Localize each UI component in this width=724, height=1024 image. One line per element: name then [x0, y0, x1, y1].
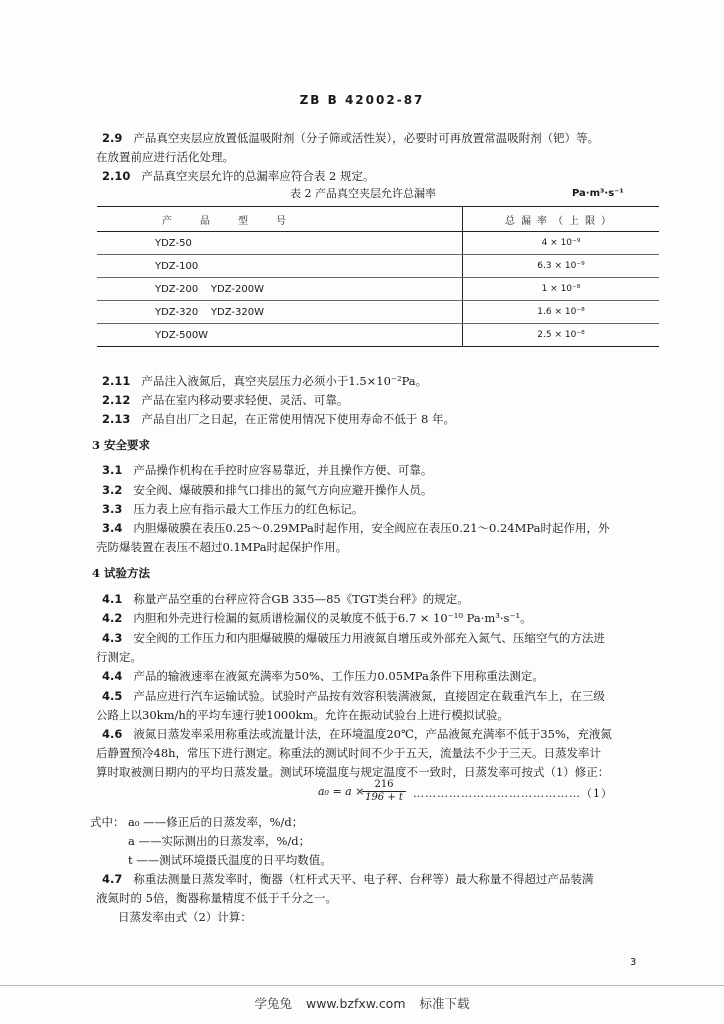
clause-4-6-line1 — [102, 727, 612, 742]
leak-rate-cell: 6.3 × 10⁻⁹ — [463, 255, 660, 278]
table-2-title: 表 2 产品真空夹层允许总漏率 — [290, 187, 436, 200]
clause-number: 2.9 — [102, 131, 123, 145]
clause-text: 产品自出厂之日起，在正常使用情况下使用寿命不低于 8 年。 — [141, 412, 455, 426]
model-cell: YDZ-200 YDZ-200W — [97, 278, 463, 301]
leak-rate-table — [97, 206, 659, 347]
table-header-row — [97, 207, 659, 232]
clause-text: 称重法测量日蒸发率时，衡器（杠杆式天平、电子秤、台秤等）最大称量不得超过产品装满 — [133, 872, 594, 886]
table-row — [97, 232, 659, 255]
clause-number: 3.2 — [102, 483, 123, 497]
clause-number: 4.3 — [102, 631, 123, 645]
fraction-numerator: 216 — [362, 779, 406, 792]
clause-4-1 — [102, 592, 469, 607]
clause-2-9-line1 — [102, 131, 599, 146]
site-footer: 学兔兔 www.bzfxw.com 标准下载 — [254, 996, 470, 1011]
clause-text: 产品操作机构在手控时应容易靠近，并且操作方便、可靠。 — [133, 463, 433, 477]
clause-text: 安全阀、爆破膜和排气口排出的氮气方向应避开操作人员。 — [133, 483, 433, 497]
page-number: 3 — [630, 957, 637, 968]
table-row — [97, 255, 659, 278]
leak-rate-cell: 4 × 10⁻⁹ — [463, 232, 660, 255]
clause-2-9-line2: 在放置前应进行活化处理。 — [96, 150, 234, 164]
clause-4-5-line2: 公路上以30km/h的平均车速行驶1000km。允许在振动试验台上进行模拟试验。 — [96, 708, 509, 722]
where-item-t: t ——测试环境摄氏温度的日平均数值。 — [128, 853, 332, 867]
clause-4-6-line3: 算时取被测日期内的平均日蒸发量。测试环境温度与规定温度不一致时，日蒸发率可按式（1）修正： — [96, 765, 610, 779]
clause-text: 产品真空夹层应放置低温吸附剂（分子筛或活性炭），必要时可再放置常温吸附剂（钯）等。 — [133, 131, 600, 145]
equation-1-lhs: a₀ = a × — [318, 785, 365, 798]
clause-text: 液氮日蒸发率采用称重法或流量计法，在环境温度20℃，产品液氮充满率不低于35%，充液氮 — [133, 727, 612, 741]
clause-2-13 — [102, 412, 455, 427]
clause-3-4-line1 — [102, 521, 609, 536]
clause-number: 2.11 — [102, 374, 131, 388]
model-cell: YDZ-320 YDZ-320W — [97, 301, 463, 324]
clause-4-7-line3: 日蒸发率由式（2）计算： — [118, 910, 252, 924]
fraction-denominator: 196 + t — [365, 792, 403, 803]
clause-text: 产品在室内移动要求轻便、灵活、可靠。 — [141, 393, 349, 407]
where-item-a0: a₀ ——修正后的日蒸发率，%/d； — [128, 815, 304, 829]
clause-4-3-line1 — [102, 631, 605, 646]
clause-number: 3.4 — [102, 521, 123, 535]
table-row — [97, 301, 659, 324]
table-2-unit: Pa·m³·s⁻¹ — [572, 188, 624, 199]
clause-number: 2.10 — [102, 169, 131, 183]
clause-number: 3.3 — [102, 502, 123, 516]
clause-number: 3.1 — [102, 463, 123, 477]
clause-3-3 — [102, 502, 363, 517]
clause-text: 压力表上应有指示最大工作压力的红色标记。 — [133, 502, 364, 516]
clause-text: 称量产品空重的台秤应符合GB 335—85《TGT类台秤》的规定。 — [133, 592, 469, 606]
model-cell: YDZ-500W — [97, 324, 463, 347]
leak-rate-cell: 1.6 × 10⁻⁸ — [463, 301, 660, 324]
where-item-a: a ——实际测出的日蒸发率，%/d； — [128, 834, 311, 848]
clause-3-2 — [102, 483, 432, 498]
clause-number: 4.2 — [102, 611, 123, 625]
clause-4-2 — [102, 611, 532, 626]
clause-text: 安全阀的工作压力和内胆爆破膜的爆破压力用液氮自增压或外部充入氮气、压缩空气的方法进 — [133, 631, 605, 645]
equation-1-tag: ……………………………………（1） — [413, 787, 613, 800]
clause-4-6-line2: 后静置预冷48h，常压下进行测定。称重法的测试时间不少于五天，流量法不少于三天。日蒸发率计 — [96, 746, 602, 760]
equation-1-fraction — [362, 779, 406, 803]
clause-4-3-line2: 行测定。 — [96, 650, 142, 664]
section-4-title: 4 试验方法 — [92, 566, 151, 580]
clause-number: 4.4 — [102, 669, 123, 683]
clause-4-5-line1 — [102, 689, 605, 704]
section-3-title: 3 安全要求 — [92, 438, 151, 452]
clause-4-7-line1 — [102, 872, 593, 887]
clause-3-1 — [102, 463, 432, 478]
clause-text: 产品的输液速率在液氮充满率为50%、工作压力0.05MPa条件下用称重法测定。 — [133, 669, 544, 683]
footer-divider — [0, 985, 724, 986]
clause-2-12 — [102, 393, 348, 408]
clause-number: 4.5 — [102, 689, 123, 703]
clause-number: 2.12 — [102, 393, 131, 407]
leak-rate-cell: 2.5 × 10⁻⁸ — [463, 324, 660, 347]
clause-number: 4.7 — [102, 872, 123, 886]
table-row — [97, 324, 659, 347]
standard-number-header: ZB B 42002-87 — [299, 93, 425, 107]
table-row — [97, 278, 659, 301]
clause-text: 产品真空夹层允许的总漏率应符合表 2 规定。 — [141, 169, 375, 183]
clause-text: 内胆和外壳进行检漏的氦质谱检漏仪的灵敏度不低于6.7 × 10⁻¹⁰ Pa·m³·s⁻¹。 — [133, 611, 532, 625]
leak-rate-cell: 1 × 10⁻⁸ — [463, 278, 660, 301]
column-header-model: 产品型号 — [97, 207, 463, 232]
model-cell: YDZ-100 — [97, 255, 463, 278]
clause-4-4 — [102, 669, 544, 684]
clause-number: 2.13 — [102, 412, 131, 426]
clause-number: 4.1 — [102, 592, 123, 606]
column-header-leak-rate: 总漏率（上限） — [463, 207, 660, 232]
clause-4-7-line2: 液氮时的 5倍，衡器称量精度不低于千分之一。 — [96, 891, 337, 905]
clause-2-11 — [102, 374, 427, 389]
clause-number: 4.6 — [102, 727, 123, 741]
clause-text: 产品应进行汽车运输试验。试验时产品按有效容积装满液氮，直接固定在载重汽车上，在三级 — [133, 689, 605, 703]
model-cell: YDZ-50 — [97, 232, 463, 255]
where-label: 式中： — [90, 815, 125, 829]
clause-text: 内胆爆破膜在表压0.25～0.29MPa时起作用，安全阀应在表压0.21～0.24MPa时起作用，外 — [133, 521, 610, 535]
clause-text: 产品注入液氮后，真空夹层压力必须小于1.5×10⁻²Pa。 — [141, 374, 428, 388]
clause-3-4-line2: 壳防爆装置在表压不超过0.1MPa时起保护作用。 — [96, 540, 348, 554]
clause-2-10 — [102, 169, 374, 184]
